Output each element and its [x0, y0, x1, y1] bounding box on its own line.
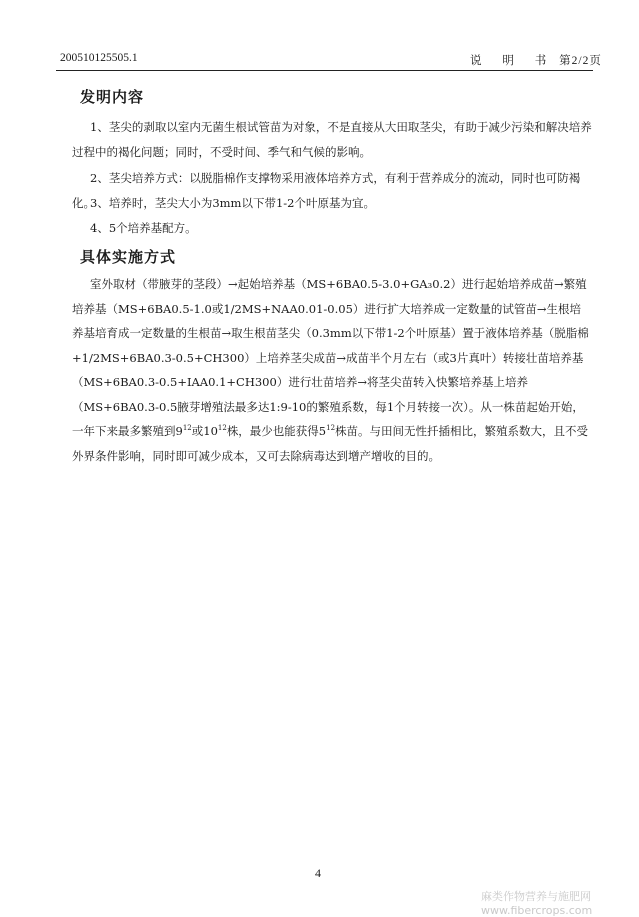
doc-type-and-page [470, 52, 602, 68]
embodiment-text-d: 株苗。与田间无性扦插相比，繁殖系数大，且不受外界条件影响，同时即可减少成本，又可去除病毒达到增产增收的目的。 [72, 424, 589, 463]
watermark: 麻类作物营养与施肥网 www.fibercrops.com [481, 890, 593, 917]
doc-type: 说 明 书 [470, 55, 556, 67]
invention-point-1: 1、茎尖的剥取以室内无菌生根试管苗为对象，不是直接从大田取茎尖，有助于减少污染和解决培养过程中的褐化问题；同时，不受时间、季气和气候的影响。 [72, 120, 592, 159]
invention-point-2: 2、茎尖培养方式：以脱脂棉作支撑物采用液体培养方式，有利于营养成分的流动，同时也可防褐化。 [72, 171, 581, 210]
superscript-1: 12 [182, 424, 192, 433]
embodiment-paragraph [72, 272, 592, 468]
page-number: 4 [315, 866, 321, 880]
superscript-2: 12 [217, 424, 227, 433]
embodiment-text-c: 株，最少也能获得5 [226, 424, 327, 438]
embodiment-text-b: 或10 [191, 424, 218, 438]
invention-point-4: 4、5个培养基配方。 [90, 221, 197, 235]
page-label: 第2/2页 [559, 55, 602, 67]
section-title-embodiment: 具体实施方式 [80, 248, 177, 266]
doc-id: 200510125505.1 [60, 52, 138, 64]
header-rule [56, 70, 593, 71]
embodiment-text-a: 室外取材（带腋芽的茎段）→起始培养基（MS+6BA0.5-3.0+GA₃0.2）进行起始培养成苗→繁殖培养基（MS+6BA0.5-1.0或1/2MS+NAA0.01-0.05）进行扩大培养成一定数量的试管苗→生根培养基培育成一定数量的生根苗→取生根苗茎尖（0.3mm以下带1-2个叶原基）置于液体培养基（脱脂棉+1/2MS+6BA0.3-0.5+CH300）上培养茎尖成苗→成苗半个月左右（或3片真叶）转接壮苗培养基（MS+6BA0.3-0.5+IAA0.1+CH300）进行壮苗培养→将茎尖苗转入快繁培养基上培养（MS+6BA0.3-0.5腋芽增殖法最多达1:9-10的繁殖系数，每1个月转接一次）。从一株苗起始开始，一年下来最多繁殖到9 [72, 277, 589, 438]
invention-point-3: 3、培养时，茎尖大小为3mm以下带1-2个叶原基为宜。 [90, 196, 375, 210]
section-title-invention: 发明内容 [80, 88, 145, 106]
superscript-3: 12 [326, 424, 336, 433]
